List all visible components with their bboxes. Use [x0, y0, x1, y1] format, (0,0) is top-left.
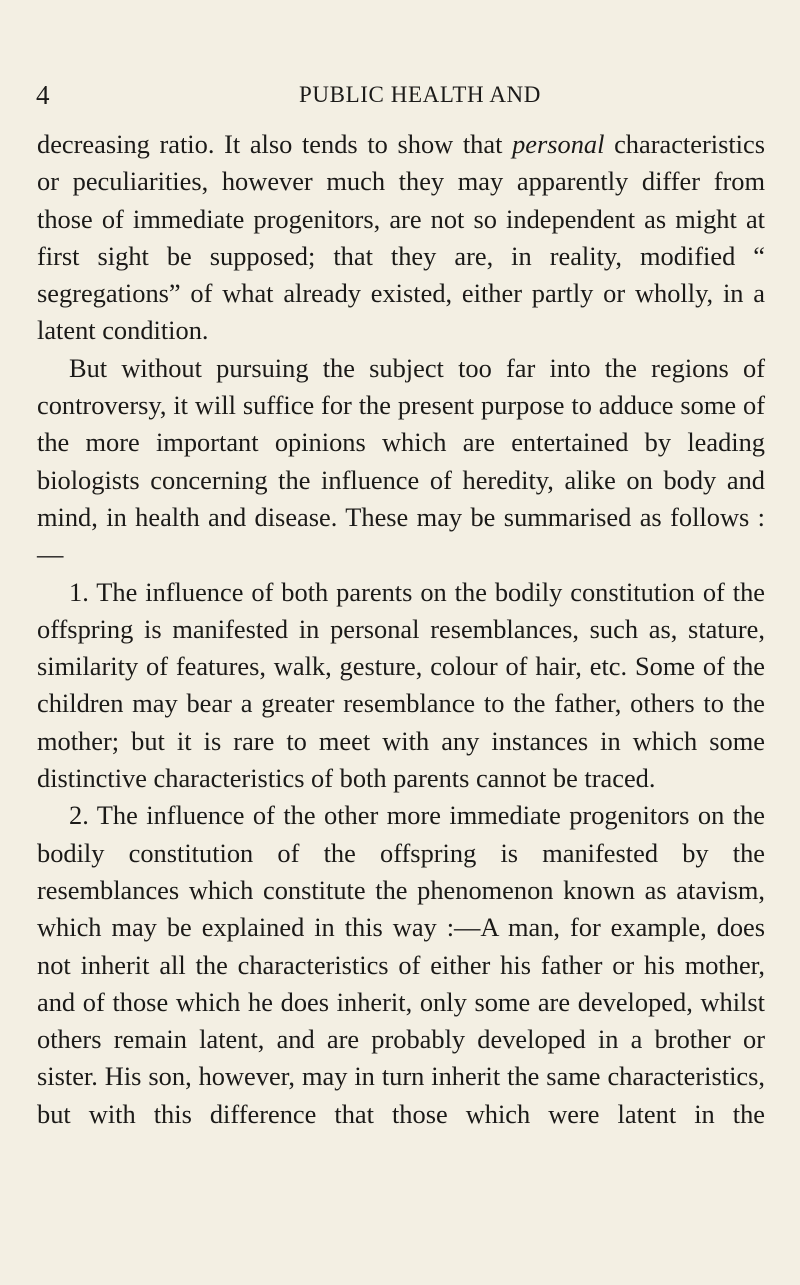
page-number: 4 [36, 80, 50, 110]
paragraph-continued [37, 126, 765, 350]
body-text [37, 126, 765, 1133]
paragraph-point-1: 1. The influence of both parents on the bodily constitution of the offspring is manifested in personal resemblances, such as, stature, similarity of features, walk, gesture, colour of hair, etc. Some of the children may bear a greater resemblance to the father, others to the mother; but it is rare to meet with any instances in which some distinctive characteristics of both parents cannot be traced. [37, 576, 765, 794]
running-head [0, 78, 800, 112]
paragraph-point-2: 2. The influence of the other more immediate progenitors on the bodily constitution of the offspring is manifested by the resemblances which constitute the phenomenon known as atavism, which may be explained in this way :—A man, for example, does not inherit all the characteristics of either his father or his mother, and of those which he does inherit, only some are developed, whilst others remain latent, and are probably developed in a brother or sister. His son, however, may in turn inherit the same characteristics, but with this difference that those which were latent in the [37, 800, 765, 1129]
emphasis-personal: personal [512, 129, 605, 159]
paragraph-text-after-emphasis: characteristics or peculiarities, however much they may apparently differ from those of immediate progenitors, are not so independent as might at first sight be supposed; that they are, in reality, modified “ segregations” of what already existed, either partly or wholly, in a latent condition. [37, 129, 765, 346]
paragraph-heredity-opinions: But without pursuing the subject too far into the regions of controversy, it will suffice for the present purpose to adduce some of the more important opinions which are entertained by leading biologists concerning the influence of heredity, alike on body and mind, in health and disease. These may be summarised as follows :— [37, 352, 765, 570]
running-head-text: PUBLIC HEALTH AND [299, 82, 541, 107]
page-header [0, 78, 800, 112]
paragraph-text-before-emphasis: decreasing ratio. It also tends to show that [37, 129, 513, 159]
